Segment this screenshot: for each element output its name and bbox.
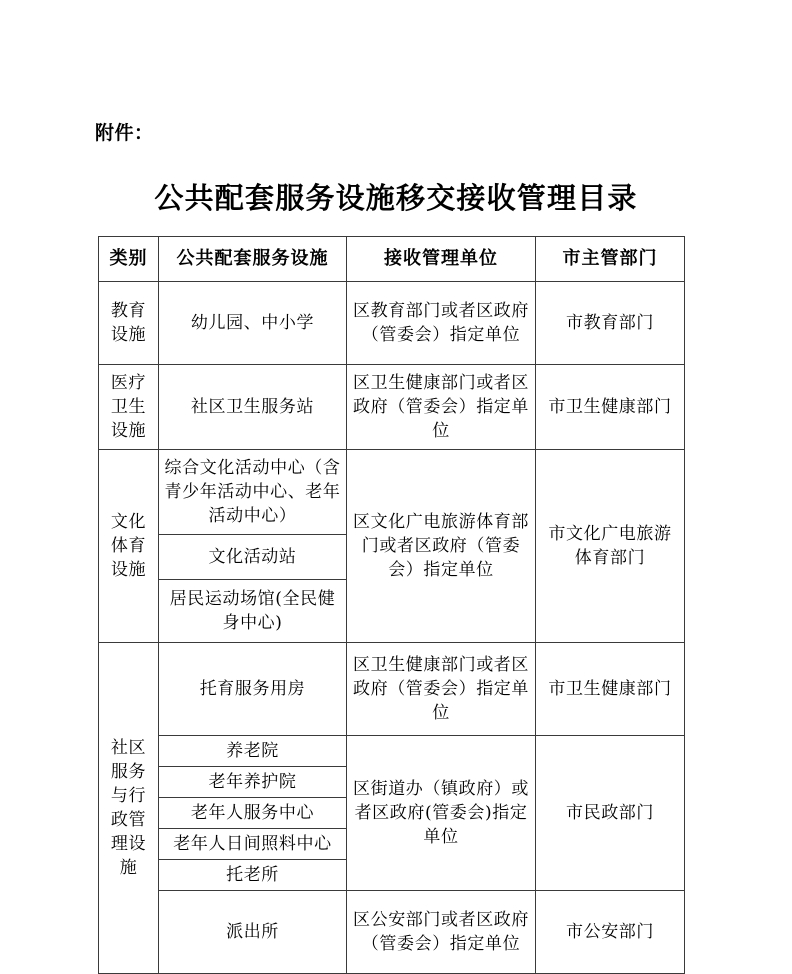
column-header-facility: 公共配套服务设施 <box>159 237 347 282</box>
cell-department-culture: 市文化广电旅游体育部门 <box>536 450 685 643</box>
cell-facility-elderly-5: 托老所 <box>159 860 347 891</box>
cell-department-police: 市公安部门 <box>536 891 685 974</box>
catalog-table-container <box>98 236 684 974</box>
column-header-category: 类别 <box>99 237 159 282</box>
page-title: 公共配套服务设施移交接收管理目录 <box>154 181 638 215</box>
cell-department-medical: 市卫生健康部门 <box>536 365 685 450</box>
cell-facility-elderly-1: 养老院 <box>159 736 347 767</box>
cell-receiving-culture: 区文化广电旅游体育部门或者区政府（管委会）指定单位 <box>347 450 536 643</box>
column-header-receiving-unit: 接收管理单位 <box>347 237 536 282</box>
cell-receiving-childcare: 区卫生健康部门或者区政府（管委会）指定单位 <box>347 643 536 736</box>
cell-receiving-police: 区公安部门或者区政府（管委会）指定单位 <box>347 891 536 974</box>
table-header-row <box>99 237 685 282</box>
table-row <box>99 643 685 736</box>
cell-category-community: 社区服务与行政管理设施 <box>99 643 159 974</box>
cell-facility-culture-2: 文化活动站 <box>159 535 347 580</box>
table-row <box>99 891 685 974</box>
table-row <box>99 450 685 535</box>
cell-facility-childcare: 托育服务用房 <box>159 643 347 736</box>
cell-facility-elderly-2: 老年养护院 <box>159 767 347 798</box>
cell-receiving-education: 区教育部门或者区政府（管委会）指定单位 <box>347 282 536 365</box>
cell-department-elderly: 市民政部门 <box>536 736 685 891</box>
cell-department-education: 市教育部门 <box>536 282 685 365</box>
cell-receiving-elderly: 区街道办（镇政府）或者区政府(管委会)指定单位 <box>347 736 536 891</box>
column-header-city-department: 市主管部门 <box>536 237 685 282</box>
cell-facility-culture-1: 综合文化活动中心（含青少年活动中心、老年活动中心） <box>159 450 347 535</box>
cell-department-childcare: 市卫生健康部门 <box>536 643 685 736</box>
cell-category-medical: 医疗卫生设施 <box>99 365 159 450</box>
table-row <box>99 736 685 767</box>
table-body <box>99 282 685 974</box>
table-row <box>99 365 685 450</box>
cell-facility-medical: 社区卫生服务站 <box>159 365 347 450</box>
cell-facility-education: 幼儿园、中小学 <box>159 282 347 365</box>
cell-facility-culture-3: 居民运动场馆(全民健身中心) <box>159 580 347 643</box>
cell-facility-elderly-3: 老年人服务中心 <box>159 798 347 829</box>
cell-facility-elderly-4: 老年人日间照料中心 <box>159 829 347 860</box>
cell-facility-police: 派出所 <box>159 891 347 974</box>
cell-category-culture-sports: 文化体育设施 <box>99 450 159 643</box>
attachment-label: 附件： <box>95 122 154 144</box>
cell-receiving-medical: 区卫生健康部门或者区政府（管委会）指定单位 <box>347 365 536 450</box>
table-row <box>99 282 685 365</box>
table-header <box>99 237 685 282</box>
cell-category-education: 教育设施 <box>99 282 159 365</box>
catalog-table <box>98 236 685 974</box>
